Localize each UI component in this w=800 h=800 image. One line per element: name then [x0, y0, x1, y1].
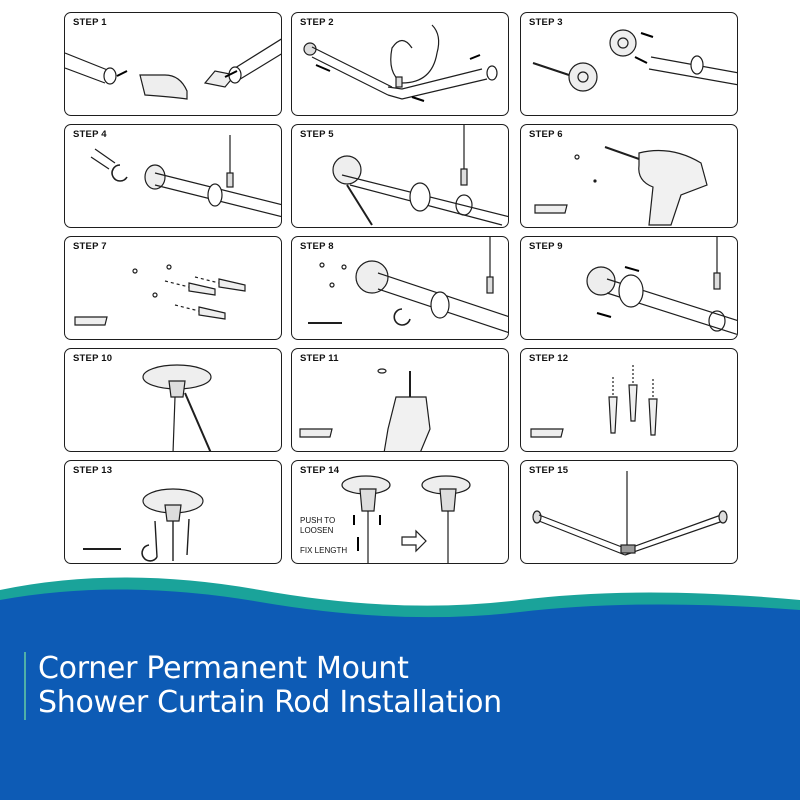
- fix-length-text: FIX LENGTH: [300, 546, 348, 555]
- step-4-illustration: [65, 125, 282, 228]
- step-4-label: STEP 4: [73, 129, 107, 140]
- step-11-label: STEP 11: [300, 353, 339, 364]
- step-7-illustration: [65, 237, 282, 340]
- step-10-panel: [64, 348, 282, 452]
- step-9-illustration: [521, 237, 738, 340]
- step-7-panel: [64, 236, 282, 340]
- step-15-panel: [520, 460, 738, 564]
- step-6-panel: [520, 124, 738, 228]
- title-block: [24, 652, 502, 720]
- step-12-illustration: [521, 349, 738, 452]
- step-9-label: STEP 9: [529, 241, 563, 252]
- step-2-illustration: [292, 13, 509, 116]
- step-11-illustration: [292, 349, 509, 452]
- step-9-panel: [520, 236, 738, 340]
- step-6-label: STEP 6: [529, 129, 563, 140]
- step-1-label: STEP 1: [73, 17, 107, 28]
- step-5-panel: [291, 124, 509, 228]
- step-13-illustration: [65, 461, 282, 564]
- step-7-label: STEP 7: [73, 241, 107, 252]
- step-14-label: STEP 14: [300, 465, 340, 476]
- step-5-label: STEP 5: [300, 129, 334, 140]
- step-12-panel: [520, 348, 738, 452]
- step-8-illustration: [292, 237, 509, 340]
- step-6-illustration: [521, 125, 738, 228]
- title-line-1: Corner Permanent Mount: [38, 651, 409, 686]
- loosen-text: LOOSEN: [300, 526, 334, 535]
- step-5-illustration: [292, 125, 509, 228]
- step-8-panel: [291, 236, 509, 340]
- step-12-label: STEP 12: [529, 353, 569, 364]
- step-3-panel: [520, 12, 738, 116]
- step-10-label: STEP 10: [73, 353, 113, 364]
- step-15-label: STEP 15: [529, 465, 569, 476]
- step-11-panel: [291, 348, 509, 452]
- push-to-text: PUSH TO: [300, 516, 336, 525]
- step-14-panel: [291, 460, 509, 564]
- step-2-label: STEP 2: [300, 17, 334, 28]
- step-1-illustration: [65, 13, 282, 116]
- step-15-illustration: [521, 461, 738, 564]
- step-2-panel: [291, 12, 509, 116]
- step-14-illustration: [292, 461, 509, 564]
- step-3-label: STEP 3: [529, 17, 563, 28]
- step-10-illustration: [65, 349, 282, 452]
- step-3-illustration: [521, 13, 738, 116]
- step-4-panel: [64, 124, 282, 228]
- step-13-panel: [64, 460, 282, 564]
- step-1-panel: [64, 12, 282, 116]
- title-line-2: Shower Curtain Rod Installation: [38, 685, 502, 720]
- step-13-label: STEP 13: [73, 465, 113, 476]
- step-8-label: STEP 8: [300, 241, 334, 252]
